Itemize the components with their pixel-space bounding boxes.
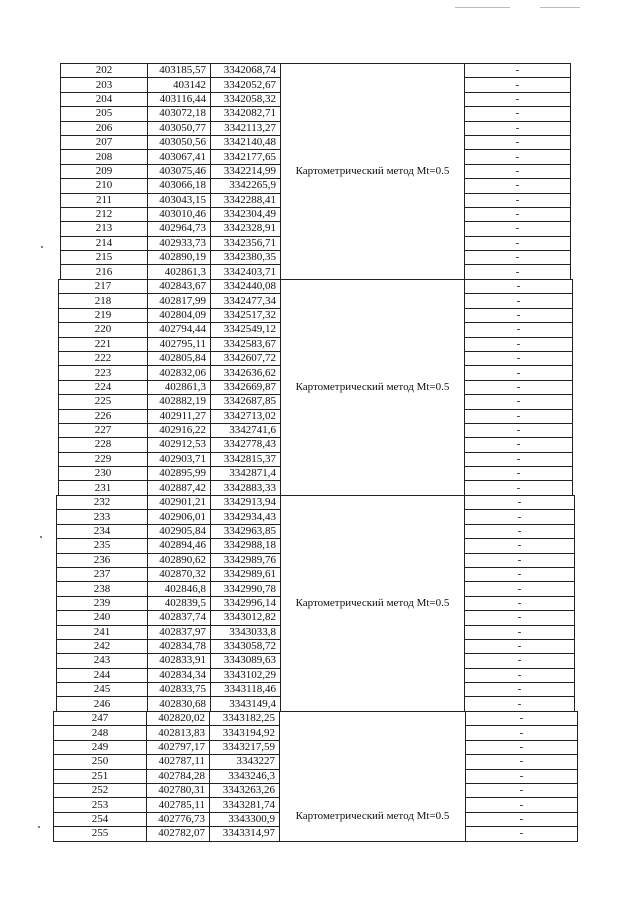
point-number-cell: 246	[57, 697, 148, 711]
y-coordinate-cell: 3342214,99	[211, 164, 281, 178]
x-coordinate-cell: 403072,18	[148, 107, 211, 121]
x-coordinate-cell: 402843,67	[148, 280, 211, 294]
x-coordinate-cell: 402794,44	[148, 323, 211, 337]
scan-artifact-line	[540, 7, 580, 8]
x-coordinate-cell: 402916,22	[148, 423, 211, 437]
x-coordinate-cell: 402933,73	[148, 236, 211, 250]
accuracy-cell: -	[466, 798, 578, 812]
x-coordinate-cell: 403066,18	[148, 179, 211, 193]
x-coordinate-cell: 402833,75	[148, 683, 211, 697]
table-row	[54, 712, 578, 726]
point-number-cell: 244	[57, 668, 148, 682]
y-coordinate-cell: 3342636,62	[211, 366, 281, 380]
y-coordinate-cell: 3342669,87	[211, 380, 281, 394]
y-coordinate-cell: 3343217,59	[210, 740, 280, 754]
y-coordinate-cell: 3342052,67	[211, 78, 281, 92]
y-coordinate-cell: 3342607,72	[211, 351, 281, 365]
y-coordinate-cell: 3342963,85	[211, 524, 281, 538]
accuracy-cell: -	[466, 755, 578, 769]
accuracy-cell: -	[465, 467, 573, 481]
method-cell: Картометрический метод Mt=0.5	[281, 496, 465, 712]
point-number-cell: 220	[59, 323, 148, 337]
x-coordinate-cell: 402797,17	[147, 740, 210, 754]
x-coordinate-cell: 403010,46	[148, 207, 211, 221]
point-number-cell: 226	[59, 409, 148, 423]
accuracy-cell: -	[466, 812, 578, 826]
point-number-cell: 249	[54, 740, 147, 754]
point-number-cell: 213	[61, 222, 148, 236]
y-coordinate-cell: 3343300,9	[210, 812, 280, 826]
point-number-cell: 254	[54, 812, 147, 826]
accuracy-cell: -	[465, 222, 571, 236]
coordinates-table-block	[60, 63, 571, 280]
accuracy-cell: -	[465, 265, 571, 279]
x-coordinate-cell: 402776,73	[147, 812, 210, 826]
accuracy-cell: -	[465, 697, 575, 711]
table-row	[61, 64, 571, 78]
y-coordinate-cell: 3343149,4	[211, 697, 281, 711]
coordinates-table-block	[56, 495, 575, 712]
x-coordinate-cell: 402804,09	[148, 308, 211, 322]
x-coordinate-cell: 402887,42	[148, 481, 211, 495]
accuracy-cell: -	[465, 582, 575, 596]
point-number-cell: 234	[57, 524, 148, 538]
scan-speck	[38, 826, 40, 828]
point-number-cell: 222	[59, 351, 148, 365]
y-coordinate-cell: 3342713,02	[211, 409, 281, 423]
y-coordinate-cell: 3343263,26	[210, 783, 280, 797]
y-coordinate-cell: 3343089,63	[211, 654, 281, 668]
accuracy-cell: -	[465, 251, 571, 265]
y-coordinate-cell: 3342549,12	[211, 323, 281, 337]
accuracy-cell: -	[466, 769, 578, 783]
accuracy-cell: -	[465, 150, 571, 164]
x-coordinate-cell: 402890,62	[148, 553, 211, 567]
x-coordinate-cell: 402839,5	[148, 596, 211, 610]
point-number-cell: 245	[57, 683, 148, 697]
point-number-cell: 247	[54, 712, 147, 726]
point-number-cell: 242	[57, 639, 148, 653]
accuracy-cell: -	[465, 121, 571, 135]
accuracy-cell: -	[465, 539, 575, 553]
y-coordinate-cell: 3342288,41	[211, 193, 281, 207]
accuracy-cell: -	[465, 193, 571, 207]
method-cell: Картометрический метод Mt=0.5	[281, 280, 465, 496]
scan-speck	[41, 246, 43, 248]
x-coordinate-cell: 402795,11	[148, 337, 211, 351]
x-coordinate-cell: 402813,83	[147, 726, 210, 740]
point-number-cell: 210	[61, 179, 148, 193]
accuracy-cell: -	[465, 625, 575, 639]
accuracy-cell: -	[465, 280, 573, 294]
point-number-cell: 230	[59, 467, 148, 481]
accuracy-cell: -	[465, 596, 575, 610]
y-coordinate-cell: 3342778,43	[211, 438, 281, 452]
point-number-cell: 236	[57, 553, 148, 567]
method-cell: Картометрический метод Mt=0.5	[280, 712, 466, 842]
point-number-cell: 218	[59, 294, 148, 308]
accuracy-cell: -	[465, 452, 573, 466]
point-number-cell: 248	[54, 726, 147, 740]
y-coordinate-cell: 3342883,33	[211, 481, 281, 495]
y-coordinate-cell: 3342583,67	[211, 337, 281, 351]
point-number-cell: 202	[61, 64, 148, 78]
x-coordinate-cell: 402912,53	[148, 438, 211, 452]
y-coordinate-cell: 3342871,4	[211, 467, 281, 481]
x-coordinate-cell: 402911,27	[148, 409, 211, 423]
accuracy-cell: -	[465, 524, 575, 538]
y-coordinate-cell: 3343182,25	[210, 712, 280, 726]
accuracy-cell: -	[465, 366, 573, 380]
point-number-cell: 223	[59, 366, 148, 380]
y-coordinate-cell: 3342517,32	[211, 308, 281, 322]
point-number-cell: 243	[57, 654, 148, 668]
y-coordinate-cell: 3342687,85	[211, 395, 281, 409]
accuracy-cell: -	[466, 712, 578, 726]
accuracy-cell: -	[465, 351, 573, 365]
y-coordinate-cell: 3342403,71	[211, 265, 281, 279]
y-coordinate-cell: 3342113,27	[211, 121, 281, 135]
x-coordinate-cell: 402832,06	[148, 366, 211, 380]
point-number-cell: 211	[61, 193, 148, 207]
y-coordinate-cell: 3343194,92	[210, 726, 280, 740]
point-number-cell: 227	[59, 423, 148, 437]
point-number-cell: 253	[54, 798, 147, 812]
accuracy-cell: -	[465, 654, 575, 668]
accuracy-cell: -	[465, 323, 573, 337]
x-coordinate-cell: 402834,34	[148, 668, 211, 682]
point-number-cell: 206	[61, 121, 148, 135]
y-coordinate-cell: 3342356,71	[211, 236, 281, 250]
accuracy-cell: -	[465, 639, 575, 653]
accuracy-cell: -	[465, 308, 573, 322]
point-number-cell: 240	[57, 611, 148, 625]
accuracy-cell: -	[465, 423, 573, 437]
accuracy-cell: -	[465, 510, 575, 524]
point-number-cell: 252	[54, 783, 147, 797]
point-number-cell: 203	[61, 78, 148, 92]
coordinates-table-block	[53, 711, 578, 842]
x-coordinate-cell: 402964,73	[148, 222, 211, 236]
accuracy-cell: -	[465, 683, 575, 697]
accuracy-cell: -	[465, 611, 575, 625]
point-number-cell: 239	[57, 596, 148, 610]
x-coordinate-cell: 402837,97	[148, 625, 211, 639]
x-coordinate-cell: 403050,77	[148, 121, 211, 135]
point-number-cell: 232	[57, 496, 148, 510]
point-number-cell: 221	[59, 337, 148, 351]
y-coordinate-cell: 3342140,48	[211, 135, 281, 149]
x-coordinate-cell: 402861,3	[148, 380, 211, 394]
x-coordinate-cell: 402780,31	[147, 783, 210, 797]
point-number-cell: 215	[61, 251, 148, 265]
x-coordinate-cell: 403067,41	[148, 150, 211, 164]
y-coordinate-cell: 3343012,82	[211, 611, 281, 625]
x-coordinate-cell: 402905,84	[148, 524, 211, 538]
accuracy-cell: -	[466, 740, 578, 754]
y-coordinate-cell: 3342082,71	[211, 107, 281, 121]
y-coordinate-cell: 3342440,08	[211, 280, 281, 294]
accuracy-cell: -	[465, 409, 573, 423]
accuracy-cell: -	[466, 783, 578, 797]
y-coordinate-cell: 3342068,74	[211, 64, 281, 78]
point-number-cell: 237	[57, 567, 148, 581]
point-number-cell: 204	[61, 92, 148, 106]
y-coordinate-cell: 3343058,72	[211, 639, 281, 653]
point-number-cell: 228	[59, 438, 148, 452]
table-row	[57, 496, 575, 510]
accuracy-cell: -	[465, 337, 573, 351]
point-number-cell: 229	[59, 452, 148, 466]
y-coordinate-cell: 3343118,46	[211, 683, 281, 697]
x-coordinate-cell: 403050,56	[148, 135, 211, 149]
y-coordinate-cell: 3342477,34	[211, 294, 281, 308]
x-coordinate-cell: 402834,78	[148, 639, 211, 653]
accuracy-cell: -	[465, 107, 571, 121]
point-number-cell: 231	[59, 481, 148, 495]
point-number-cell: 214	[61, 236, 148, 250]
x-coordinate-cell: 402906,01	[148, 510, 211, 524]
x-coordinate-cell: 403185,57	[148, 64, 211, 78]
accuracy-cell: -	[465, 207, 571, 221]
accuracy-cell: -	[465, 179, 571, 193]
point-number-cell: 225	[59, 395, 148, 409]
table-row	[59, 280, 573, 294]
y-coordinate-cell: 3343281,74	[210, 798, 280, 812]
accuracy-cell: -	[465, 135, 571, 149]
accuracy-cell: -	[465, 64, 571, 78]
point-number-cell: 208	[61, 150, 148, 164]
accuracy-cell: -	[465, 92, 571, 106]
accuracy-cell: -	[465, 496, 575, 510]
y-coordinate-cell: 3343227	[210, 755, 280, 769]
y-coordinate-cell: 3343033,8	[211, 625, 281, 639]
x-coordinate-cell: 403075,46	[148, 164, 211, 178]
accuracy-cell: -	[466, 726, 578, 740]
point-number-cell: 233	[57, 510, 148, 524]
point-number-cell: 241	[57, 625, 148, 639]
accuracy-cell: -	[465, 78, 571, 92]
x-coordinate-cell: 402890,19	[148, 251, 211, 265]
x-coordinate-cell: 402833,91	[148, 654, 211, 668]
point-number-cell: 238	[57, 582, 148, 596]
point-number-cell: 255	[54, 827, 147, 841]
x-coordinate-cell: 402787,11	[147, 755, 210, 769]
x-coordinate-cell: 402861,3	[148, 265, 211, 279]
y-coordinate-cell: 3342989,76	[211, 553, 281, 567]
x-coordinate-cell: 403116,44	[148, 92, 211, 106]
accuracy-cell: -	[466, 827, 578, 841]
y-coordinate-cell: 3342989,61	[211, 567, 281, 581]
x-coordinate-cell: 402784,28	[147, 769, 210, 783]
x-coordinate-cell: 402882,19	[148, 395, 211, 409]
x-coordinate-cell: 402901,21	[148, 496, 211, 510]
point-number-cell: 224	[59, 380, 148, 394]
point-number-cell: 216	[61, 265, 148, 279]
point-number-cell: 250	[54, 755, 147, 769]
y-coordinate-cell: 3342265,9	[211, 179, 281, 193]
y-coordinate-cell: 3342380,35	[211, 251, 281, 265]
y-coordinate-cell: 3342058,32	[211, 92, 281, 106]
x-coordinate-cell: 402817,99	[148, 294, 211, 308]
point-number-cell: 217	[59, 280, 148, 294]
y-coordinate-cell: 3343102,29	[211, 668, 281, 682]
x-coordinate-cell: 402830,68	[148, 697, 211, 711]
coordinates-table-block	[58, 279, 573, 496]
accuracy-cell: -	[465, 164, 571, 178]
x-coordinate-cell: 402846,8	[148, 582, 211, 596]
point-number-cell: 251	[54, 769, 147, 783]
x-coordinate-cell: 402870,32	[148, 567, 211, 581]
scan-speck	[40, 536, 42, 538]
point-number-cell: 219	[59, 308, 148, 322]
y-coordinate-cell: 3342988,18	[211, 539, 281, 553]
x-coordinate-cell: 402903,71	[148, 452, 211, 466]
scan-artifact-line	[455, 7, 510, 8]
accuracy-cell: -	[465, 236, 571, 250]
point-number-cell: 207	[61, 135, 148, 149]
point-number-cell: 212	[61, 207, 148, 221]
accuracy-cell: -	[465, 438, 573, 452]
y-coordinate-cell: 3342990,78	[211, 582, 281, 596]
point-number-cell: 209	[61, 164, 148, 178]
x-coordinate-cell: 402782,07	[147, 827, 210, 841]
accuracy-cell: -	[465, 567, 575, 581]
y-coordinate-cell: 3342913,94	[211, 496, 281, 510]
x-coordinate-cell: 403043,15	[148, 193, 211, 207]
y-coordinate-cell: 3342934,43	[211, 510, 281, 524]
y-coordinate-cell: 3343314,97	[210, 827, 280, 841]
x-coordinate-cell: 402820,02	[147, 712, 210, 726]
accuracy-cell: -	[465, 668, 575, 682]
x-coordinate-cell: 402837,74	[148, 611, 211, 625]
accuracy-cell: -	[465, 294, 573, 308]
x-coordinate-cell: 402895,99	[148, 467, 211, 481]
y-coordinate-cell: 3342815,37	[211, 452, 281, 466]
y-coordinate-cell: 3343246,3	[210, 769, 280, 783]
point-number-cell: 235	[57, 539, 148, 553]
y-coordinate-cell: 3342996,14	[211, 596, 281, 610]
accuracy-cell: -	[465, 395, 573, 409]
y-coordinate-cell: 3342177,65	[211, 150, 281, 164]
accuracy-cell: -	[465, 553, 575, 567]
x-coordinate-cell: 402894,46	[148, 539, 211, 553]
y-coordinate-cell: 3342328,91	[211, 222, 281, 236]
point-number-cell: 205	[61, 107, 148, 121]
y-coordinate-cell: 3342741,6	[211, 423, 281, 437]
method-cell: Картометрический метод Mt=0.5	[281, 64, 465, 280]
accuracy-cell: -	[465, 481, 573, 495]
y-coordinate-cell: 3342304,49	[211, 207, 281, 221]
x-coordinate-cell: 402805,84	[148, 351, 211, 365]
x-coordinate-cell: 402785,11	[147, 798, 210, 812]
accuracy-cell: -	[465, 380, 573, 394]
x-coordinate-cell: 403142	[148, 78, 211, 92]
